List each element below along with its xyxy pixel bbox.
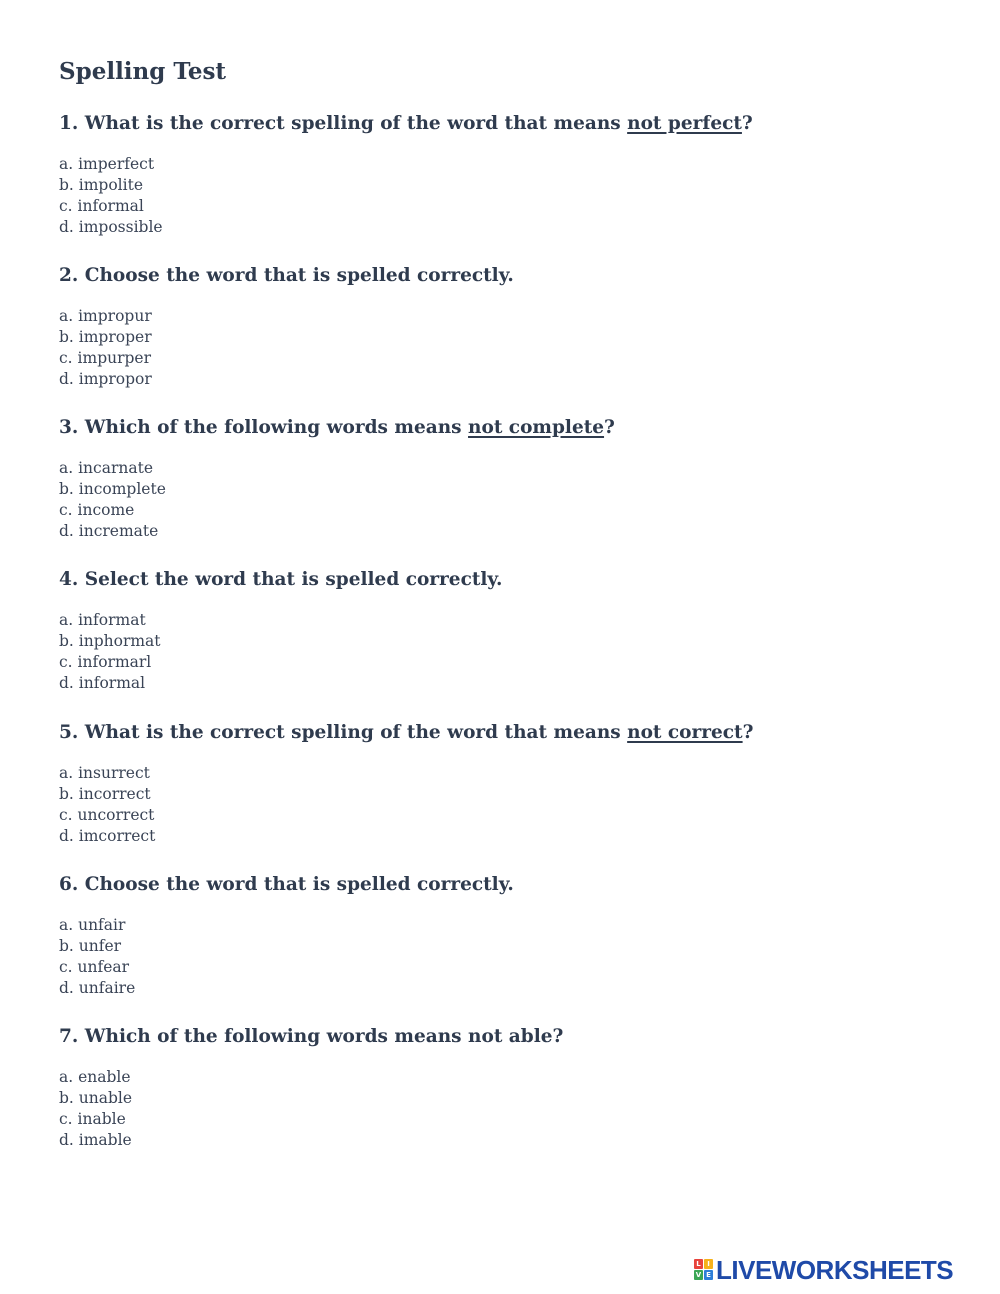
underlined-phrase: not complete [468,417,605,438]
answer-options [59,763,959,847]
underlined-phrase: not correct [627,722,743,743]
question-7 [59,1025,959,1151]
answer-option[interactable]: a. insurrect [59,764,150,782]
question-text: 6. Choose the word that is spelled correctly. [59,874,514,895]
liveworksheets-logo [694,1256,953,1284]
answer-option[interactable]: a. impropur [59,307,152,325]
logo-square: I [704,1259,713,1269]
answer-option[interactable]: d. incremate [59,522,159,540]
answer-option[interactable]: b. incomplete [59,480,166,498]
logo-square: E [704,1270,713,1280]
question-text: 3. Which of the following words means not complete? [59,417,615,438]
answer-option[interactable]: b. unfer [59,937,122,955]
answer-option[interactable]: d. informal [59,674,146,692]
question-text: 5. What is the correct spelling of the word that means not correct? [59,722,754,743]
question-text: 2. Choose the word that is spelled correctly. [59,265,514,286]
question-3 [59,416,959,542]
question-5 [59,721,959,847]
answer-option[interactable]: c. uncorrect [59,806,155,824]
answer-option[interactable]: c. unfear [59,958,130,976]
answer-options [59,154,959,238]
page-title: Spelling Test [59,58,227,85]
answer-options [59,610,959,694]
logo-square: L [694,1259,703,1269]
question-2 [59,264,959,390]
answer-option[interactable]: c. income [59,501,135,519]
question-text: 1. What is the correct spelling of the word that means not perfect? [59,113,753,134]
answer-option[interactable]: a. enable [59,1068,131,1086]
answer-options [59,306,959,390]
answer-option[interactable]: a. unfair [59,916,126,934]
answer-option[interactable]: d. imcorrect [59,827,156,845]
answer-option[interactable]: a. informat [59,611,146,629]
question-text: 7. Which of the following words means not able? [59,1026,564,1047]
answer-option[interactable]: b. incorrect [59,785,151,803]
answer-option[interactable]: c. impurper [59,349,152,367]
question-6 [59,873,959,999]
question-4 [59,568,959,694]
answer-option[interactable]: b. unable [59,1089,133,1107]
answer-options [59,458,959,542]
answer-options [59,1067,959,1151]
answer-option[interactable]: b. inphormat [59,632,161,650]
answer-option[interactable]: b. impolite [59,176,144,194]
answer-option[interactable]: c. informal [59,197,144,215]
logo-square: V [695,1271,702,1279]
answer-option[interactable]: a. imperfect [59,155,155,173]
logo-wordmark: LIVEWORKSHEETS [716,1255,954,1285]
answer-option[interactable]: d. imable [59,1131,132,1149]
answer-options [59,915,959,999]
liveworksheets-logo-icon [694,1259,714,1281]
answer-option[interactable]: d. impropor [59,370,152,388]
answer-option[interactable]: d. impossible [59,218,163,236]
underlined-phrase: not perfect [627,113,742,134]
question-text: 4. Select the word that is spelled correctly. [59,569,503,590]
question-1 [59,112,959,238]
answer-option[interactable]: d. unfaire [59,979,136,997]
answer-option[interactable]: b. improper [59,328,152,346]
answer-option[interactable]: c. inable [59,1110,126,1128]
answer-option[interactable]: a. incarnate [59,459,153,477]
answer-option[interactable]: c. informarl [59,653,152,671]
